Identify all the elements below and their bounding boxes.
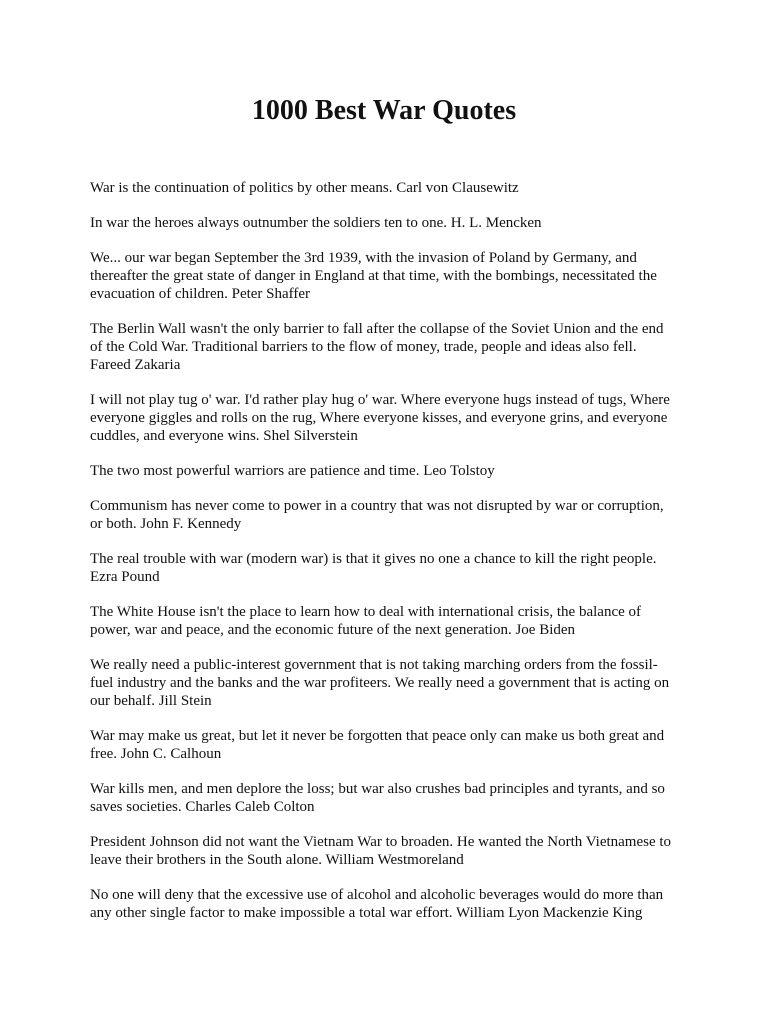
quote-paragraph: The real trouble with war (modern war) is that it gives no one a chance to kill the right people. Ezra Pound [90,551,657,585]
quote-paragraph: In war the heroes always outnumber the soldiers ten to one. H. L. Mencken [90,215,542,231]
quote-paragraph: The two most powerful warriors are patience and time. Leo Tolstoy [90,463,495,479]
quote-paragraph: We really need a public-interest government that is not taking marching orders from the fossil- fuel industry and the banks and the war profiteers. We really need a government that is acting on our behalf. Jill Stein [90,657,670,709]
quote-paragraph: President Johnson did not want the Vietnam War to broaden. He wanted the North Vietnamese to leave their brothers in the South alone. William Westmoreland [90,834,672,868]
quote-list [90,179,690,939]
quote-paragraph: We... our war began September the 3rd 1939, with the invasion of Poland by Germany, and thereafter the great state of danger in England at that time, with the bombings, necessitated the evacuation of children. Peter Shaffer [90,250,657,302]
page-title: 1000 Best War Quotes [251,95,517,126]
quote-paragraph: No one will deny that the excessive use of alcohol and alcoholic beverages would do more than any other single factor to make impossible a total war effort. William Lyon Mackenzie King [90,887,664,921]
quote-paragraph: War is the continuation of politics by other means. Carl von Clausewitz [90,180,519,196]
quote-paragraph: I will not play tug o' war. I'd rather play hug o' war. Where everyone hugs instead of tugs, Where everyone giggles and rolls on the rug, Where everyone kisses, and everyone grins, and everyone cuddles, and everyone wins. Shel Silverstein [90,392,670,444]
quote-paragraph: War kills men, and men deplore the loss; but war also crushes bad principles and tyrants, and so saves societies. Charles Caleb Colton [90,781,665,815]
quote-paragraph: The Berlin Wall wasn't the only barrier to fall after the collapse of the Soviet Union and the end of the Cold War. Traditional barriers to the flow of money, trade, people and ideas also fell. Fareed Zakaria [90,321,664,373]
quote-paragraph: War may make us great, but let it never be forgotten that peace only can make us both great and free. John C. Calhoun [90,728,665,762]
quote-paragraph: Communism has never come to power in a country that was not disrupted by war or corruption, or both. John F. Kennedy [90,498,664,532]
quote-paragraph: The White House isn't the place to learn how to deal with international crisis, the balance of power, war and peace, and the economic future of the next generation. Joe Biden [90,604,642,638]
